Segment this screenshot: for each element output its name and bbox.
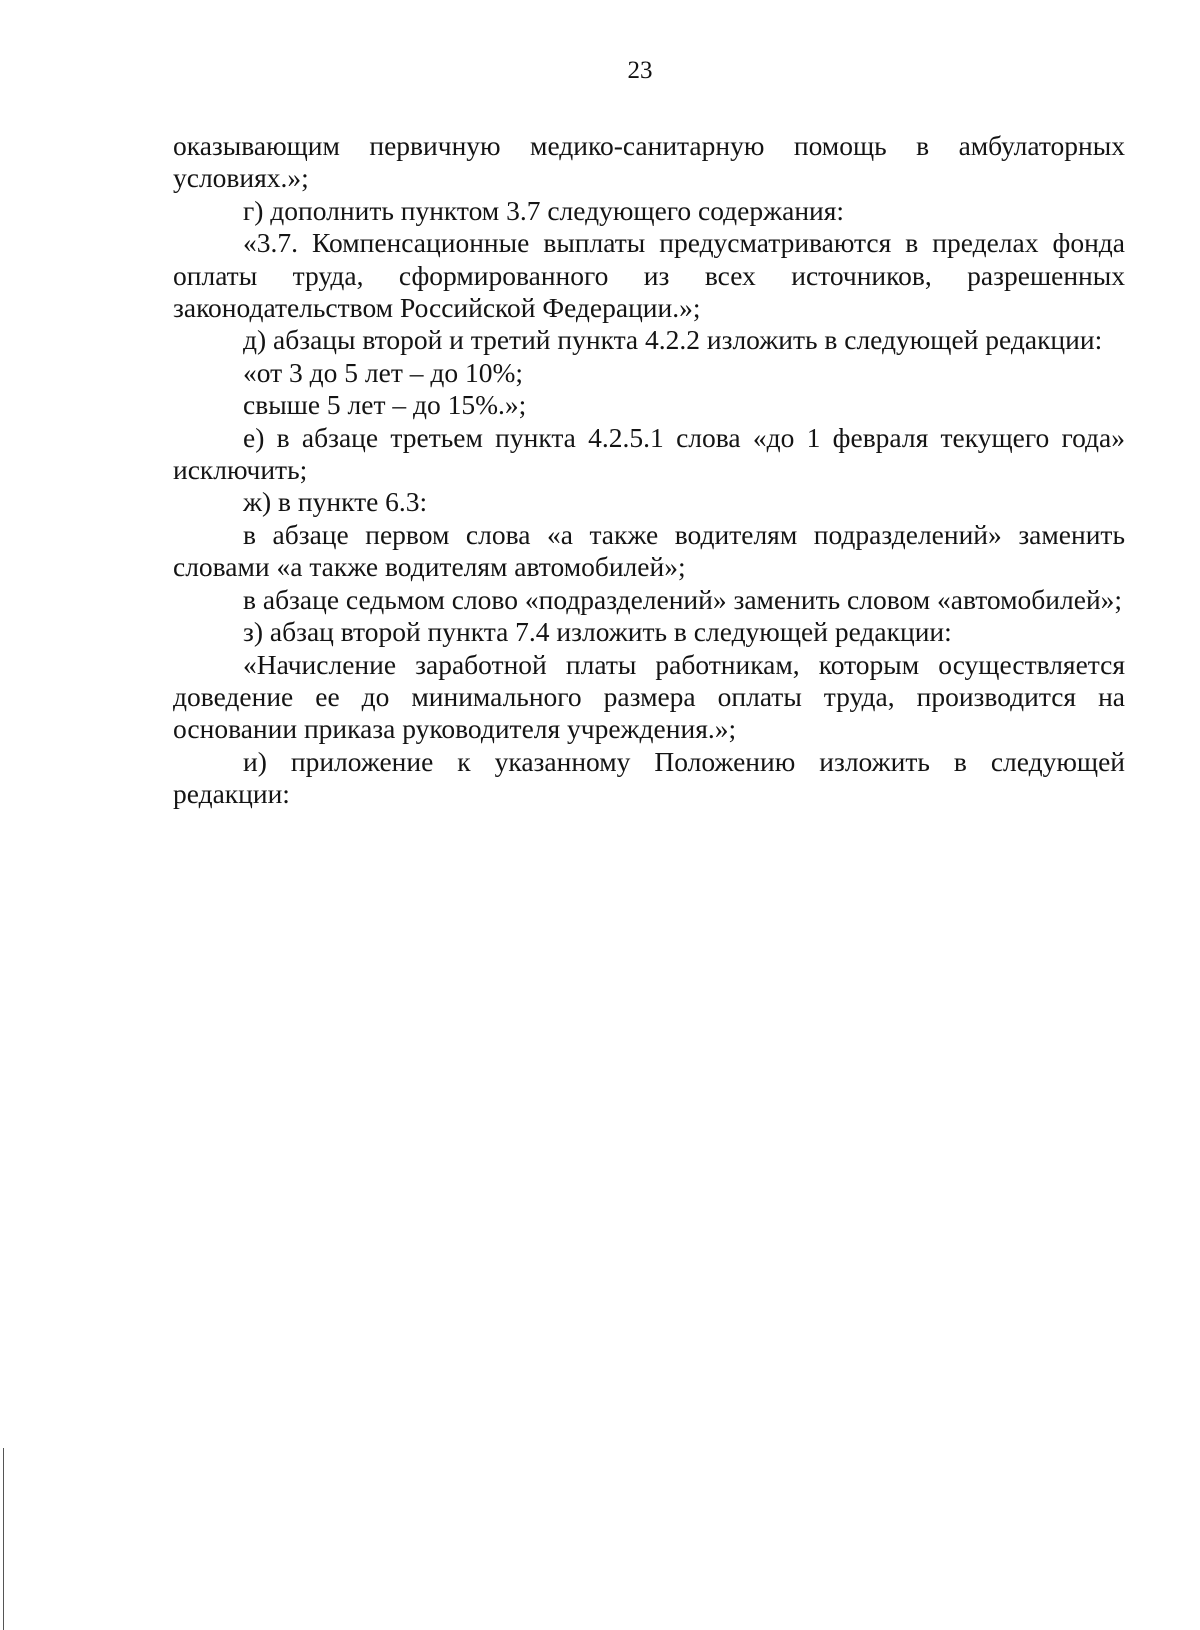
paragraph-item-d: д) абзацы второй и третий пункта 4.2.2 изложить в следующей редакции:	[243, 324, 1103, 356]
document-body	[173, 130, 1125, 811]
paragraph-quote-3-5-years: «от 3 до 5 лет – до 10%;	[243, 356, 524, 388]
paragraph-quote-over-5-years: свыше 5 лет – до 15%.»;	[243, 389, 527, 421]
paragraph-seventh-paragraph-change: в абзаце седьмом слово «подразделений» заменить словом «автомобилей»;	[243, 583, 1123, 615]
paragraph-item-zh: ж) в пункте 6.3:	[243, 486, 428, 518]
paragraph-quote-3-7: «3.7. Компенсационные выплаты предусматриваются в пределах фонда оплаты труда, сформированного из всех источников, разрешенных законодательством Российской Федерации.»;	[173, 227, 1125, 324]
paragraph-continuation: оказывающим первичную медико-санитарную помощь в амбулаторных условиях.»;	[173, 130, 1125, 194]
paragraph-item-i: и) приложение к указанному Положению изложить в следующей редакции:	[173, 745, 1125, 810]
paragraph-quote-salary: «Начисление заработной платы работникам, которым осуществляется доведение ее до минимального размера оплаты труда, производится на основании приказа руководителя учреждения.»;	[173, 648, 1125, 745]
scan-edge-line	[3, 1448, 4, 1630]
paragraph-item-g: г) дополнить пунктом 3.7 следующего содержания:	[243, 194, 845, 226]
paragraph-first-paragraph-change: в абзаце первом слова «а также водителям подразделений» заменить словами «а также водителям автомобилей»;	[173, 518, 1125, 583]
page-number: 23	[627, 57, 653, 84]
paragraph-item-z: з) абзац второй пункта 7.4 изложить в следующей редакции:	[243, 616, 952, 648]
paragraph-item-e: е) в абзаце третьем пункта 4.2.5.1 слова «до 1 февраля текущего года» исключить;	[173, 421, 1125, 486]
